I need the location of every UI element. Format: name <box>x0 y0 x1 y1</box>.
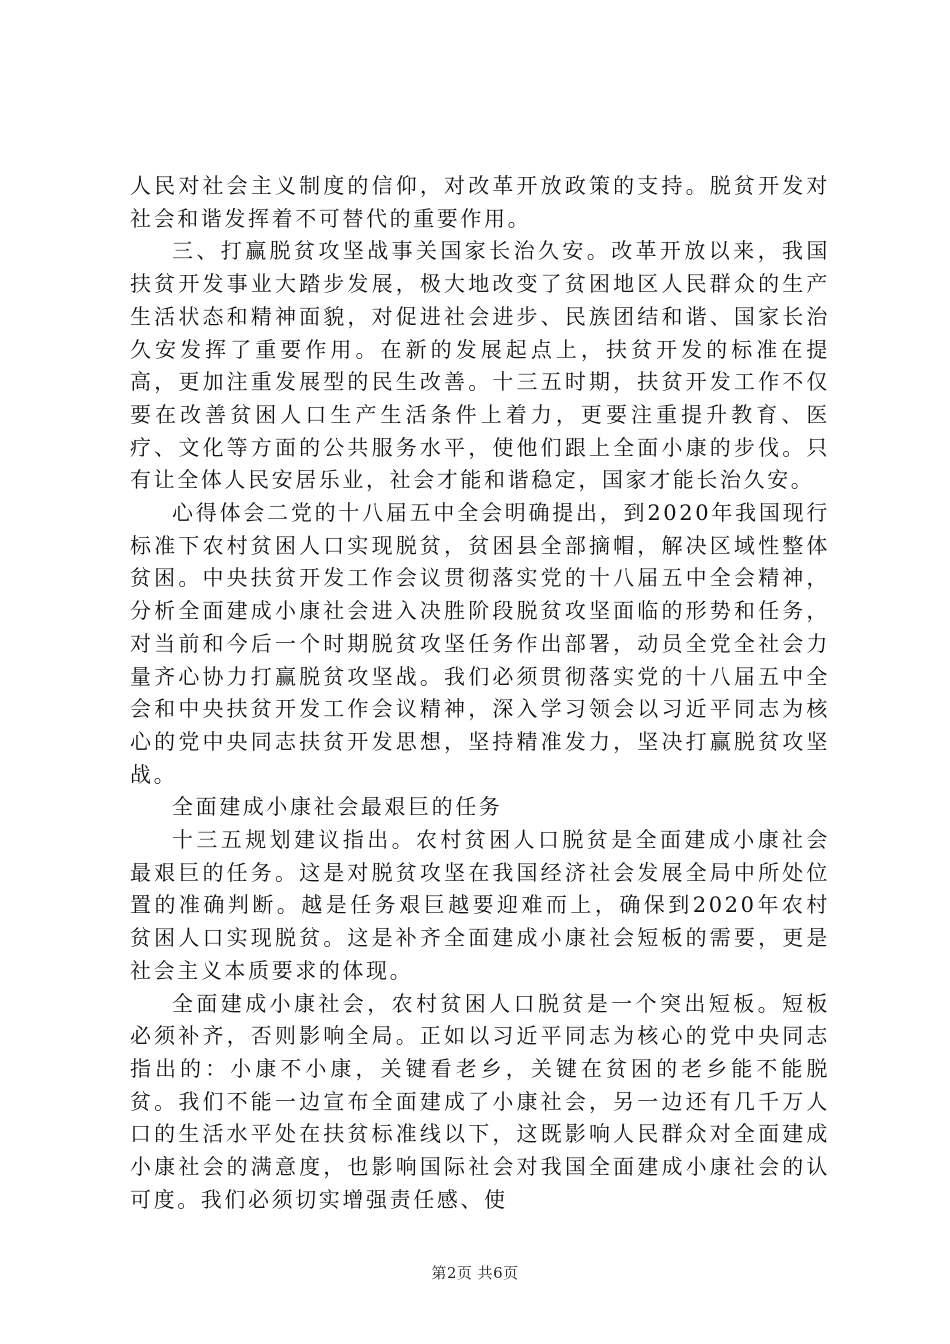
section-heading: 全面建成小康社会最艰巨的任务 <box>172 795 503 820</box>
paragraph-reflection-two: 心得体会二党的十八届五中全会明确提出，到2020年我国现行标准下农村贫困人口实现脱贫，贫困县全部摘帽，解决区域性整体贫困。中央扶贫开发工作会议贯彻落实党的十八届五中全会精神，分析全面建成小康社会进入决胜阶段脱贫攻坚面临的形势和任务，对当前和今后一个时期脱贫攻坚任务作出部署，动员全党全社会力量齐心协力打赢脱贫攻坚战。我们必须贯彻落实党的十八届五中全会和中央扶贫开发工作会议精神，深入学习领会以习近平同志为核心的党中央同志扶贫开发思想，坚持精准发力，坚决打赢脱贫攻坚战。 <box>130 501 830 787</box>
paragraph-section-three: 三、打赢脱贫攻坚战事关国家长治久安。改革开放以来，我国扶贫开发事业大踏步发展，极大地改变了贫困地区人民群众的生产生活状态和精神面貌，对促进社会进步、民族团结和谐、国家长治久安发挥了重要作用。在新的发展起点上，扶贫开发的标准在提高，更加注重发展型的民生改善。十三五时期，扶贫开发工作不仅要在改善贫困人口生产生活条件上着力，更要注重提升教育、医疗、文化等方面的公共服务水平，使他们跟上全面小康的步伐。只有让全体人民安居乐业，社会才能和谐稳定，国家才能长治久安。 <box>130 239 830 493</box>
paragraph-plan-proposal: 十三五规划建议指出。农村贫困人口脱贫是全面建成小康社会最艰巨的任务。这是对脱贫攻坚在我国经济社会发展全局中所处位置的准确判断。越是任务艰巨越要迎难而上，确保到2020年农村贫困人口实现脱贫。这是补齐全面建成小康社会短板的需要，更是社会主义本质要求的体现。 <box>130 828 830 983</box>
paragraph-shortboard: 全面建成小康社会，农村贫困人口脱贫是一个突出短板。短板必须补齐，否则影响全局。正如以习近平同志为核心的党中央同志指出的：小康不小康，关键看老乡，关键在贫困的老乡能不能脱贫。我们不能一边宣布全面建成了小康社会，另一边还有几千万人口的生活水平处在扶贫标准线以下，这既影响人民群众对全面建成小康社会的满意度，也影响国际社会对我国全面建成小康社会的认可度。我们必须切实增强责任感、使 <box>130 991 830 1212</box>
document-body <box>130 170 830 1217</box>
page-number-footer: 第2页 共6页 <box>431 1264 519 1282</box>
paragraph-continuation: 人民对社会主义制度的信仰，对改革开放政策的支持。脱贫开发对社会和谐发挥着不可替代的重要作用。 <box>130 174 830 231</box>
